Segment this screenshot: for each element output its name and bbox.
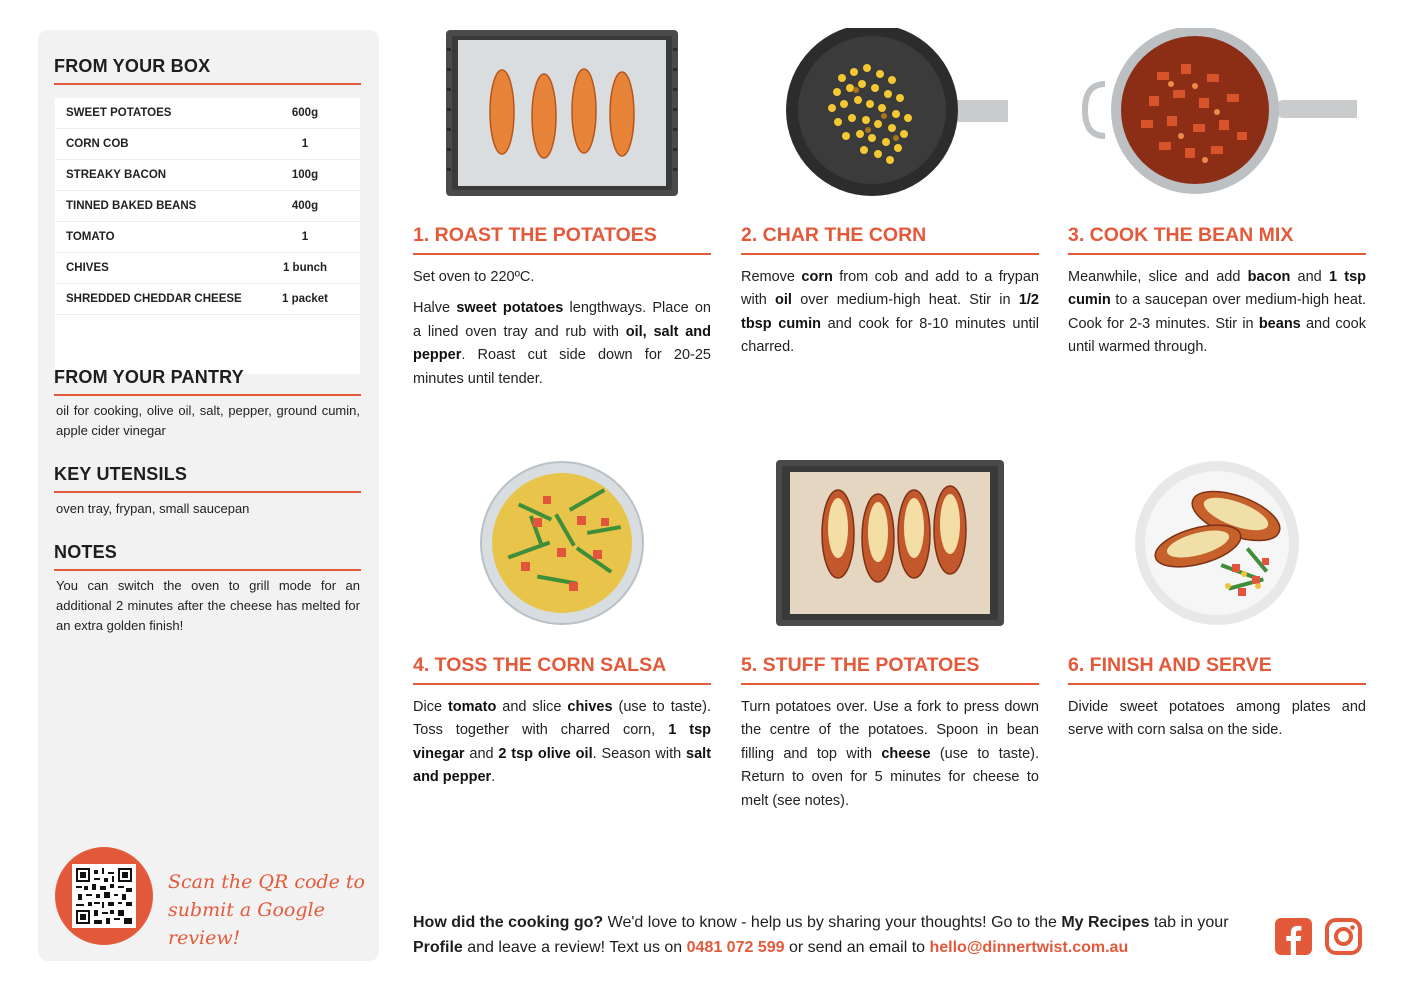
step-5-photo [741, 458, 1039, 628]
from-your-pantry-heading: FROM YOUR PANTRY [54, 367, 361, 396]
ingredient-name: SHREDDED CHEDDAR CHEESE [66, 293, 242, 305]
ingredient-row [55, 129, 360, 160]
step-paragraph [413, 297, 711, 391]
step-ingredient: oil, salt and pepper [413, 323, 712, 364]
step-text: and [1290, 269, 1329, 285]
phone-link[interactable]: 0481 072 599 [686, 939, 785, 956]
step-paragraph [1068, 266, 1366, 360]
step-ingredient: bacon [1247, 269, 1291, 285]
ingredient-row [55, 222, 360, 253]
utensils-text: oven tray, frypan, small saucepan [56, 501, 250, 516]
step-4-body [413, 696, 711, 798]
step-6-body [1068, 696, 1366, 751]
step-text: Divide sweet potatoes among plates and serve with corn salsa on the side. [1068, 699, 1366, 739]
ingredient-qty: 400g [291, 200, 319, 212]
from-your-box-heading: FROM YOUR BOX [54, 56, 361, 85]
step-1-title: 1. ROAST THE POTATOES [413, 224, 711, 255]
step-ingredient: 1/2 tbsp cumin [741, 292, 1039, 332]
feedback-text-2: tab in your [1149, 914, 1229, 931]
step-6-title: 6. FINISH AND SERVE [1068, 654, 1366, 685]
step-3-body [1068, 266, 1366, 368]
step-text: . Season with [592, 745, 687, 762]
step-ingredient: oil [775, 292, 792, 309]
step-4-title: 4. TOSS THE CORN SALSA [413, 654, 711, 685]
ingredient-qty: 1 bunch [282, 262, 328, 274]
ingredient-row [55, 253, 360, 284]
ingredient-row [55, 284, 360, 315]
step-text: (use to taste). Return to oven for 5 minutes for cheese to melt (see notes). [741, 745, 1039, 809]
key-utensils-heading: KEY UTENSILS [54, 464, 361, 493]
ingredient-name: CHIVES [66, 262, 109, 274]
instagram-icon[interactable] [1325, 918, 1362, 955]
step-text: Set oven to 220ºC. [413, 269, 535, 285]
step-3-title: 3. COOK THE BEAN MIX [1068, 224, 1366, 255]
ingredient-qty: 1 [301, 231, 309, 243]
ingredient-name: TINNED BAKED BEANS [66, 200, 197, 212]
step-paragraph [1068, 696, 1366, 743]
step-1-photo [413, 28, 711, 198]
step-ingredient: sweet potatoes [456, 300, 564, 317]
qr-code[interactable] [72, 864, 136, 928]
qr-prompt-line1: Scan the QR code to [168, 871, 365, 893]
qr-prompt-text [168, 868, 368, 952]
qr-code-badge[interactable] [55, 847, 153, 945]
notes-text: You can switch the oven to grill mode for an additional 2 minutes after the cheese has melted for an extra golden finish! [56, 578, 360, 633]
feedback-question: How did the cooking go? [413, 914, 604, 931]
qr-code-icon [76, 868, 132, 924]
ingredient-name: TOMATO [66, 231, 115, 243]
step-2-body [741, 266, 1039, 368]
sidebar [38, 30, 379, 961]
ingredient-name: STREAKY BACON [66, 169, 167, 181]
step-paragraph [741, 696, 1039, 813]
notes-heading: NOTES [54, 542, 361, 571]
step-ingredient: chives [567, 699, 613, 715]
feedback-text-3: and leave a review! Text us on [462, 939, 687, 956]
step-ingredient: 2 tsp olive oil [498, 745, 593, 762]
my-recipes-label: My Recipes [1061, 914, 1150, 931]
step-5-title: 5. STUFF THE POTATOES [741, 654, 1039, 685]
step-ingredient: cheese [881, 745, 931, 762]
step-text: Turn potatoes over. Use a fork to press down the centre of the potatoes. Spoon in bean filling and top with [741, 699, 1039, 762]
step-ingredient: corn [801, 269, 833, 285]
ingredient-row [55, 160, 360, 191]
ingredient-qty: 1 [301, 138, 309, 150]
step-ingredient: tomato [447, 699, 497, 715]
step-paragraph [413, 696, 711, 790]
step-text: from cob and add to a frypan with [741, 269, 1039, 309]
step-text: and cook until warmed through. [1068, 315, 1366, 356]
step-ingredient: 1 tsp cumin [1068, 269, 1367, 309]
ingredients-table [55, 98, 360, 374]
step-text: and [464, 745, 499, 762]
feedback-footer [413, 910, 1263, 960]
ingredient-row [55, 191, 360, 222]
email-link[interactable]: hello@dinnertwist.com.au [929, 939, 1129, 956]
pantry-text: oil for cooking, olive oil, salt, pepper, ground cumin, apple cider vinegar [56, 403, 360, 438]
step-text: and cook for 8-10 minutes until charred. [741, 315, 1039, 356]
step-2-title: 2. CHAR THE CORN [741, 224, 1039, 255]
step-6-photo [1068, 458, 1366, 628]
ingredient-qty: 100g [291, 169, 319, 181]
step-4-photo [413, 458, 711, 628]
plate-finished-dish-image [1132, 458, 1302, 628]
step-text: . Roast cut side down for 20-25 minutes until tender. [413, 347, 711, 387]
facebook-icon[interactable] [1275, 918, 1312, 955]
step-ingredient: 1 tsp vinegar [413, 722, 711, 762]
step-3-photo [1068, 28, 1366, 198]
step-ingredient: beans [1258, 315, 1301, 332]
step-text: to a saucepan over medium-high heat. Cook for 2-3 minutes. Stir in [1068, 292, 1366, 332]
step-text: Meanwhile, slice and add [1068, 269, 1248, 285]
step-ingredient: salt and pepper [413, 745, 712, 786]
frypan-corn-image [772, 28, 1008, 198]
ingredient-name: SWEET POTATOES [66, 107, 172, 119]
step-text: and slice [496, 699, 568, 715]
bowl-corn-salsa-image [477, 458, 647, 628]
step-text: over medium-high heat. Stir in [791, 292, 1019, 309]
step-text: . [491, 769, 496, 786]
feedback-text-1: We'd love to know - help us by sharing your thoughts! Go to the [603, 914, 1062, 931]
step-text: Dice [413, 699, 448, 715]
step-text: (use to taste). Toss together with charred corn, [413, 699, 711, 739]
step-text: lengthways. Place on a lined oven tray and rub with [413, 300, 712, 340]
step-text: Halve [413, 300, 457, 317]
step-2-photo [741, 28, 1039, 198]
profile-label: Profile [413, 939, 463, 956]
step-1-body [413, 266, 711, 399]
ingredient-name: CORN COB [66, 138, 129, 150]
ingredient-qty: 600g [291, 107, 319, 119]
ingredient-qty: 1 packet [281, 293, 329, 305]
ingredient-row [55, 98, 360, 129]
oven-tray-sweet-potatoes-image [444, 28, 680, 198]
step-text: Remove [741, 269, 802, 285]
qr-prompt-line2: submit a Google review! [168, 899, 325, 949]
feedback-text-4: or send an email to [784, 939, 930, 956]
step-paragraph [741, 266, 1039, 360]
step-5-body [741, 696, 1039, 821]
saucepan-bean-mix-image [1077, 28, 1357, 198]
step-paragraph [413, 266, 711, 289]
oven-tray-stuffed-potatoes-image [774, 458, 1006, 628]
